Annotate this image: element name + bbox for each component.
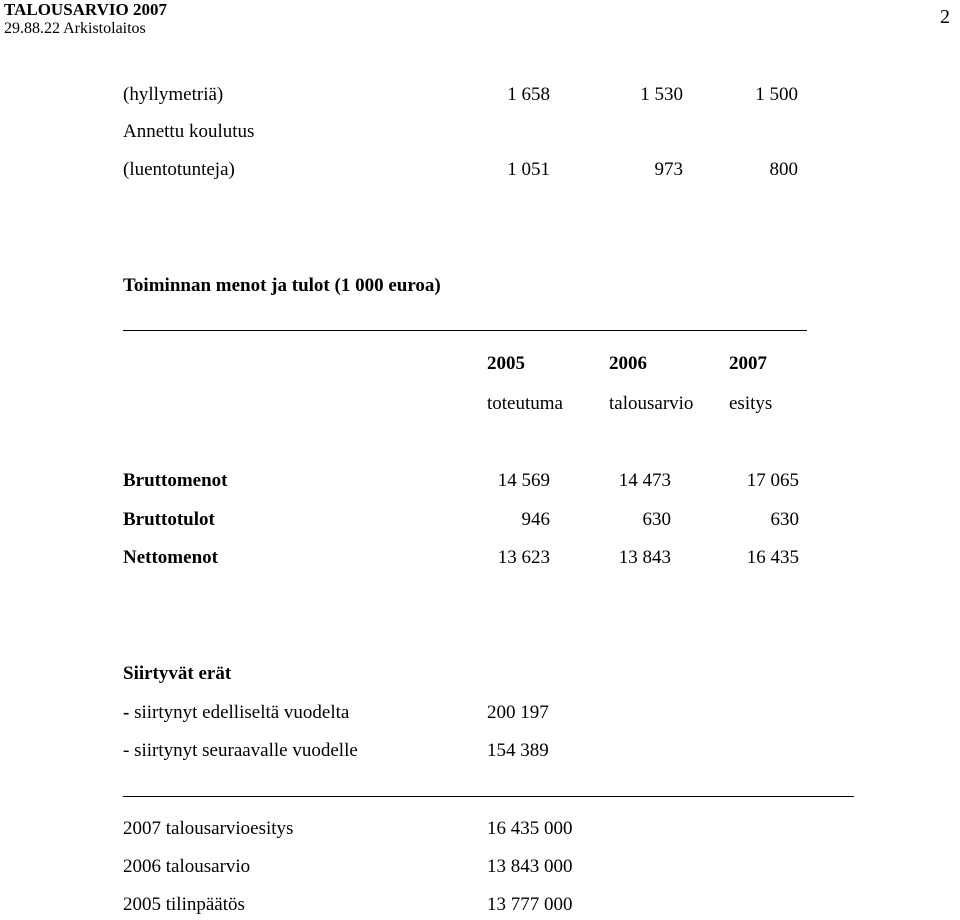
summary-row-value: 13 843 000 [487,856,573,877]
perf-row-label: Annettu koulutus [123,121,255,142]
perf-row-label: (luentotunteja) [123,159,235,180]
document-subtitle: 29.88.22 Arkistolaitos [4,20,146,37]
year-2006-label: talousarvio [609,393,694,414]
page-number: 2 [940,6,950,28]
transfer-row-value: 200 197 [487,702,549,723]
perf-row-value-2007: 1 500 [755,84,798,105]
summary-divider [123,796,854,797]
summary-row-value: 16 435 000 [487,818,573,839]
transfer-row-bullet: - [123,702,130,723]
transfers-title: Siirtyvät erät [123,663,232,684]
budget-row-value-2005: 14 569 [497,470,550,491]
summary-row-value: 13 777 000 [487,894,573,915]
year-2005-header: 2005 [487,353,525,374]
budget-row-value-2005: 13 623 [497,547,550,568]
summary-row-label: 2007 talousarvioesitys [123,818,294,839]
perf-row-value-2006: 1 530 [640,84,683,105]
perf-row-value-2006: 973 [654,159,683,180]
budget-row-value-2005: 946 [521,509,550,530]
document-title: TALOUSARVIO 2007 [4,0,167,19]
perf-row-value-2007: 800 [769,159,798,180]
budget-row-label: Bruttomenot [123,470,228,491]
budget-row-value-2007: 630 [770,509,799,530]
budget-row-label: Bruttotulot [123,509,215,530]
summary-row-label: 2006 talousarvio [123,856,251,877]
perf-row-value-2005: 1 051 [507,159,550,180]
perf-row-label: (hyllymetriä) [123,84,224,105]
budget-row-value-2006: 630 [642,509,671,530]
transfer-row-text: siirtynyt edelliseltä vuodelta [134,702,350,723]
transfer-row-value: 154 389 [487,740,549,761]
budget-row-label: Nettomenot [123,547,218,568]
year-2007-header: 2007 [729,353,767,374]
budget-row-value-2007: 16 435 [746,547,799,568]
transfer-row-label: - siirtynyt seuraavalle vuodelle [123,740,358,761]
year-2005-label: toteutuma [487,393,563,414]
year-2007-label: esitys [729,393,773,414]
year-2006-header: 2006 [609,353,647,374]
budget-row-value-2007: 17 065 [746,470,799,491]
budget-title: Toiminnan menot ja tulot (1 000 euroa) [123,275,441,296]
budget-row-value-2006: 13 843 [618,547,671,568]
budget-row-value-2006: 14 473 [618,470,671,491]
budget-divider [123,330,807,331]
transfer-row-label [123,702,349,724]
summary-row-label: 2005 tilinpäätös [123,894,245,915]
perf-row-value-2005: 1 658 [507,84,550,105]
